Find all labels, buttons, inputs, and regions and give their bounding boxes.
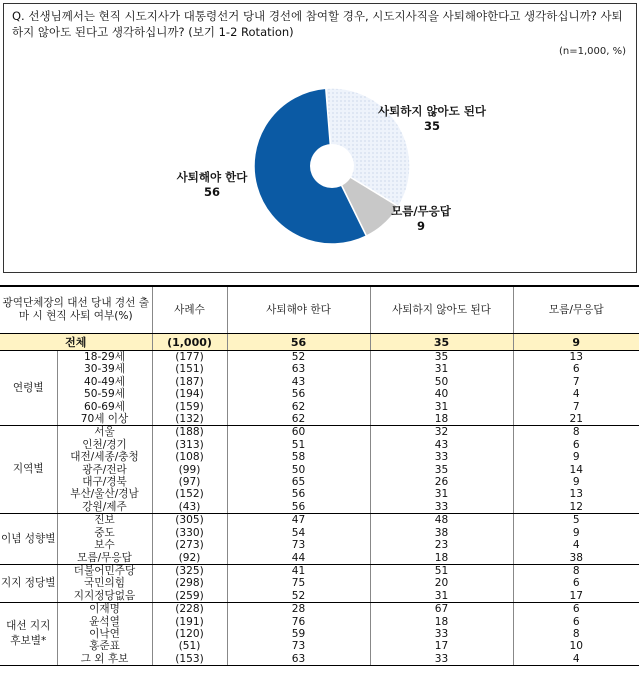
table-row [0, 628, 639, 640]
total-not-resign: 35 [370, 334, 513, 351]
row-resign: 63 [227, 653, 370, 666]
row-n: (298) [152, 577, 227, 589]
slice-label-dk-value: 9 [416, 219, 425, 233]
table-row [0, 451, 639, 463]
slice-label-not-resign-value: 35 [423, 119, 440, 133]
row-resign: 59 [227, 628, 370, 640]
row-n: (120) [152, 628, 227, 640]
row-resign: 62 [227, 413, 370, 426]
question-box [3, 3, 637, 273]
row-dk: 8 [513, 426, 639, 439]
row-label: 대전/세종/충청 [57, 451, 152, 463]
row-resign: 41 [227, 564, 370, 577]
row-n: (92) [152, 552, 227, 565]
header-dk: 모름/무응답 [513, 286, 639, 334]
row-resign: 65 [227, 476, 370, 488]
total-dk: 9 [513, 334, 639, 351]
row-label: 30-39세 [57, 363, 152, 375]
row-label: 진보 [57, 514, 152, 527]
group-3 [0, 564, 639, 602]
row-resign: 73 [227, 539, 370, 551]
row-n: (97) [152, 476, 227, 488]
row-dk: 7 [513, 401, 639, 413]
row-n: (187) [152, 376, 227, 388]
row-n: (259) [152, 590, 227, 603]
row-label: 중도 [57, 527, 152, 539]
row-not-resign: 18 [370, 552, 513, 565]
table-row [0, 388, 639, 400]
row-n: (151) [152, 363, 227, 375]
table-header-row [0, 286, 639, 334]
slice-label-resign [162, 170, 262, 200]
row-n: (325) [152, 564, 227, 577]
row-n: (313) [152, 439, 227, 451]
row-resign: 28 [227, 603, 370, 616]
pie-svg [4, 4, 638, 274]
table-row [0, 590, 639, 603]
total-row [0, 334, 639, 351]
row-not-resign: 31 [370, 488, 513, 500]
row-n: (273) [152, 539, 227, 551]
row-n: (330) [152, 527, 227, 539]
row-not-resign: 31 [370, 401, 513, 413]
row-label: 윤석열 [57, 616, 152, 628]
table-row [0, 577, 639, 589]
table-row [0, 376, 639, 388]
table-row [0, 401, 639, 413]
row-dk: 13 [513, 488, 639, 500]
row-dk: 10 [513, 640, 639, 652]
row-n: (228) [152, 603, 227, 616]
table-row [0, 640, 639, 652]
row-dk: 4 [513, 539, 639, 551]
table-row [0, 426, 639, 439]
table-row [0, 616, 639, 628]
row-dk: 6 [513, 577, 639, 589]
row-n: (43) [152, 501, 227, 514]
row-n: (132) [152, 413, 227, 426]
row-n: (51) [152, 640, 227, 652]
row-not-resign: 50 [370, 376, 513, 388]
row-dk: 5 [513, 514, 639, 527]
row-not-resign: 20 [370, 577, 513, 589]
header-category: 광역단체장의 대선 당내 경선 출마 시 현직 사퇴 여부(%) [0, 286, 152, 334]
table-row [0, 552, 639, 565]
sample-note: (n=1,000, %) [558, 46, 626, 57]
group-0 [0, 351, 639, 426]
row-not-resign: 26 [370, 476, 513, 488]
row-label: 대구/경북 [57, 476, 152, 488]
row-label: 홍준표 [57, 640, 152, 652]
row-resign: 73 [227, 640, 370, 652]
row-dk: 6 [513, 603, 639, 616]
row-label: 광주/전라 [57, 464, 152, 476]
donut-hole [310, 144, 354, 188]
row-resign: 54 [227, 527, 370, 539]
row-dk: 6 [513, 363, 639, 375]
row-dk: 7 [513, 376, 639, 388]
row-dk: 21 [513, 413, 639, 426]
row-not-resign: 38 [370, 527, 513, 539]
row-resign: 52 [227, 590, 370, 603]
row-n: (152) [152, 488, 227, 500]
slice-label-resign-name: 사퇴해야 한다 [176, 170, 248, 184]
row-not-resign: 33 [370, 451, 513, 463]
row-label: 인천/경기 [57, 439, 152, 451]
row-n: (194) [152, 388, 227, 400]
row-n: (108) [152, 451, 227, 463]
row-dk: 9 [513, 451, 639, 463]
header-resign: 사퇴해야 한다 [227, 286, 370, 334]
row-label: 70세 이상 [57, 413, 152, 426]
row-label: 40-49세 [57, 376, 152, 388]
slice-label-resign-value: 56 [203, 185, 220, 199]
row-not-resign: 32 [370, 426, 513, 439]
row-not-resign: 35 [370, 464, 513, 476]
row-label: 그 외 후보 [57, 653, 152, 666]
row-label: 보수 [57, 539, 152, 551]
group-2 [0, 514, 639, 565]
table-row [0, 488, 639, 500]
table-row [0, 363, 639, 375]
row-label: 더불어민주당 [57, 564, 152, 577]
row-not-resign: 67 [370, 603, 513, 616]
row-resign: 56 [227, 388, 370, 400]
row-not-resign: 48 [370, 514, 513, 527]
row-not-resign: 31 [370, 590, 513, 603]
row-dk: 6 [513, 616, 639, 628]
table-row [0, 501, 639, 514]
row-not-resign: 17 [370, 640, 513, 652]
total-resign: 56 [227, 334, 370, 351]
header-not-resign: 사퇴하지 않아도 된다 [370, 286, 513, 334]
row-not-resign: 51 [370, 564, 513, 577]
table-row [0, 413, 639, 426]
slice-label-not-resign [362, 104, 502, 134]
row-dk: 4 [513, 388, 639, 400]
row-label: 18-29세 [57, 351, 152, 364]
crosstab-table [0, 285, 639, 666]
total-label: 전체 [0, 334, 152, 351]
table-row [0, 514, 639, 527]
table-row [0, 351, 639, 364]
question-text: Q. 선생님께서는 현직 시도지사가 대통령선거 당내 경선에 참여할 경우, 시도지사직을 사퇴해야한다고 생각하십니까? 사퇴하지 않아도 된다고 생각하십니까? (보기 1-2 Rotation) [12, 9, 623, 39]
row-label: 국민의힘 [57, 577, 152, 589]
group-name: 연령별 [0, 351, 57, 426]
row-n: (305) [152, 514, 227, 527]
row-not-resign: 18 [370, 616, 513, 628]
row-resign: 75 [227, 577, 370, 589]
row-n: (159) [152, 401, 227, 413]
group-1 [0, 426, 639, 514]
table-row [0, 603, 639, 616]
pie-chart [4, 4, 638, 274]
row-label: 서울 [57, 426, 152, 439]
row-resign: 51 [227, 439, 370, 451]
table-row [0, 653, 639, 666]
row-dk: 6 [513, 439, 639, 451]
row-label: 강원/제주 [57, 501, 152, 514]
group-name: 대선 지지 후보별* [0, 603, 57, 666]
row-dk: 8 [513, 564, 639, 577]
row-n: (99) [152, 464, 227, 476]
row-dk: 12 [513, 501, 639, 514]
row-dk: 4 [513, 653, 639, 666]
row-label: 이재명 [57, 603, 152, 616]
row-label: 부산/울산/경남 [57, 488, 152, 500]
row-dk: 17 [513, 590, 639, 603]
row-label: 60-69세 [57, 401, 152, 413]
row-resign: 44 [227, 552, 370, 565]
row-label: 이낙연 [57, 628, 152, 640]
row-resign: 50 [227, 464, 370, 476]
row-n: (177) [152, 351, 227, 364]
row-label: 지지정당없음 [57, 590, 152, 603]
row-n: (188) [152, 426, 227, 439]
row-not-resign: 33 [370, 628, 513, 640]
row-not-resign: 40 [370, 388, 513, 400]
group-name: 지지 정당별 [0, 564, 57, 602]
row-resign: 60 [227, 426, 370, 439]
row-resign: 47 [227, 514, 370, 527]
slice-label-not-resign-name: 사퇴하지 않아도 된다 [378, 104, 486, 118]
row-not-resign: 23 [370, 539, 513, 551]
row-n: (191) [152, 616, 227, 628]
row-not-resign: 33 [370, 501, 513, 514]
row-dk: 9 [513, 527, 639, 539]
row-not-resign: 33 [370, 653, 513, 666]
row-dk: 8 [513, 628, 639, 640]
row-dk: 14 [513, 464, 639, 476]
table-row [0, 439, 639, 451]
row-dk: 13 [513, 351, 639, 364]
row-resign: 63 [227, 363, 370, 375]
table-row [0, 476, 639, 488]
group-name: 이념 성향별 [0, 514, 57, 565]
table-row [0, 539, 639, 551]
row-resign: 43 [227, 376, 370, 388]
row-resign: 62 [227, 401, 370, 413]
row-dk: 38 [513, 552, 639, 565]
group-name: 지역별 [0, 426, 57, 514]
row-resign: 56 [227, 501, 370, 514]
slice-label-dk-name: 모름/무응답 [391, 204, 451, 218]
slice-label-dk [376, 204, 466, 234]
row-resign: 58 [227, 451, 370, 463]
table-row [0, 564, 639, 577]
row-not-resign: 31 [370, 363, 513, 375]
row-dk: 9 [513, 476, 639, 488]
total-n: (1,000) [152, 334, 227, 351]
row-not-resign: 35 [370, 351, 513, 364]
row-label: 모름/무응답 [57, 552, 152, 565]
row-label: 50-59세 [57, 388, 152, 400]
row-n: (153) [152, 653, 227, 666]
group-4 [0, 603, 639, 666]
header-n: 사례수 [152, 286, 227, 334]
row-resign: 56 [227, 488, 370, 500]
row-resign: 52 [227, 351, 370, 364]
row-resign: 76 [227, 616, 370, 628]
row-not-resign: 43 [370, 439, 513, 451]
table-row [0, 527, 639, 539]
table-row [0, 464, 639, 476]
row-not-resign: 18 [370, 413, 513, 426]
